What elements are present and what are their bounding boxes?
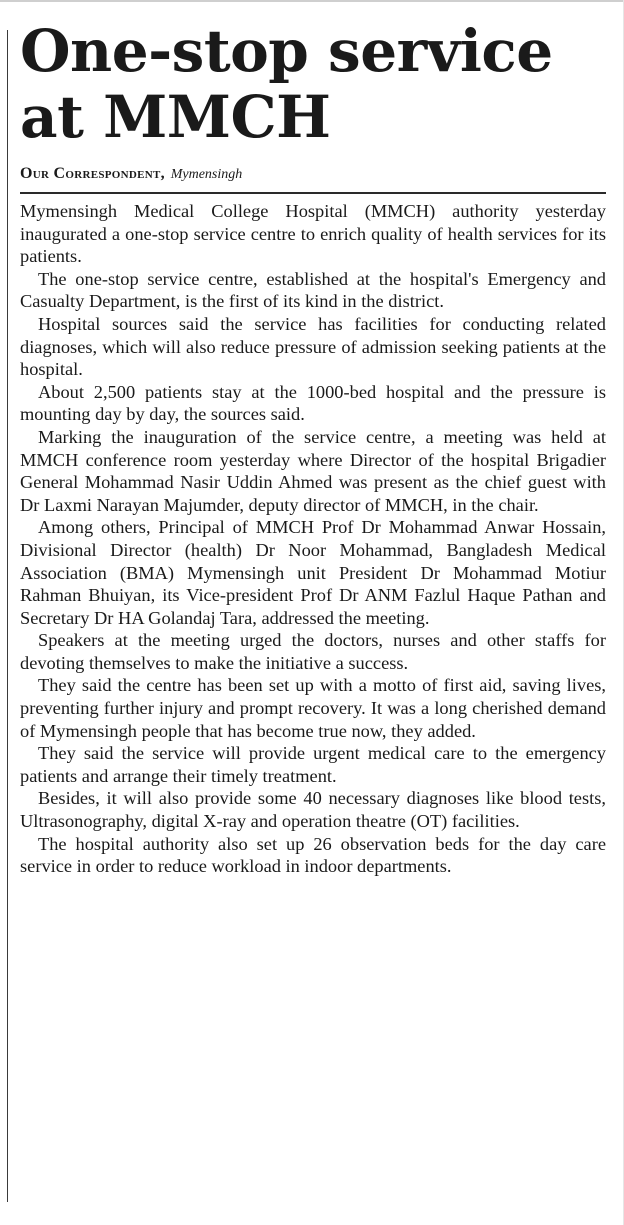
paragraph-4: About 2,500 patients stay at the 1000-bed hospital and the pressure is mounting day by day, the sources said. bbox=[20, 381, 606, 425]
paragraph-8: They said the centre has been set up with a motto of first aid, saving lives, preventing further injury and prompt recovery. It was a long cherished demand of Mymensingh people that has become true now, they added. bbox=[20, 675, 606, 741]
byline bbox=[20, 164, 606, 186]
news-article bbox=[20, 18, 606, 878]
paragraph-7: Speakers at the meeting urged the doctors, nurses and other staffs for devoting themselves to make the initiative a success. bbox=[20, 630, 606, 673]
paragraph-6: Among others, Principal of MMCH Prof Dr Mohammad Anwar Hossain, Divisional Director (health) Dr Noor Mohammad, Bangladesh Medical Association (BMA) Mymensingh unit President Dr Mohammad Motiur Rahman Bhuiyan, its Vice-president Prof Dr ANM Fazlul Haque Pathan and Secretary Dr HA Golandaj Tara, addressed the meeting. bbox=[20, 517, 606, 628]
top-border bbox=[0, 0, 624, 2]
byline-correspondent: Our Correspondent, bbox=[20, 165, 165, 182]
paragraph-9: They said the service will provide urgent medical care to the emergency patients and arrange their timely treatment. bbox=[20, 743, 606, 786]
article-body bbox=[20, 200, 606, 878]
column-left-rule bbox=[7, 30, 8, 1202]
paragraph-5: Marking the inauguration of the service centre, a meeting was held at MMCH conference room yesterday where Director of the hospital Brigadier General Mohammad Nasir Uddin Ahmed was present as the chief guest with Dr Laxmi Narayan Majumder, deputy director of MMCH, in the chair. bbox=[20, 426, 606, 515]
paragraph-1: Mymensingh Medical College Hospital (MMCH) authority yesterday inaugurated a one-stop service centre to enrich quality of health services for its patients. bbox=[20, 201, 606, 267]
paragraph-11: The hospital authority also set up 26 observation beds for the day care service in order to reduce workload in indoor departments. bbox=[20, 833, 606, 877]
byline-divider bbox=[20, 192, 606, 194]
paragraph-2: The one-stop service centre, established at the hospital's Emergency and Casualty Department, is the first of its kind in the district. bbox=[20, 268, 606, 312]
paragraph-10: Besides, it will also provide some 40 necessary diagnoses like blood tests, Ultrasonography, digital X-ray and operation theatre (OT) facilities. bbox=[20, 788, 606, 832]
paragraph-3: Hospital sources said the service has facilities for conducting related diagnoses, which will also reduce pressure of admission seeking patients at the hospital. bbox=[20, 313, 606, 380]
headline: One-stop service at MMCH bbox=[20, 17, 553, 151]
byline-location: Mymensingh bbox=[170, 167, 243, 182]
